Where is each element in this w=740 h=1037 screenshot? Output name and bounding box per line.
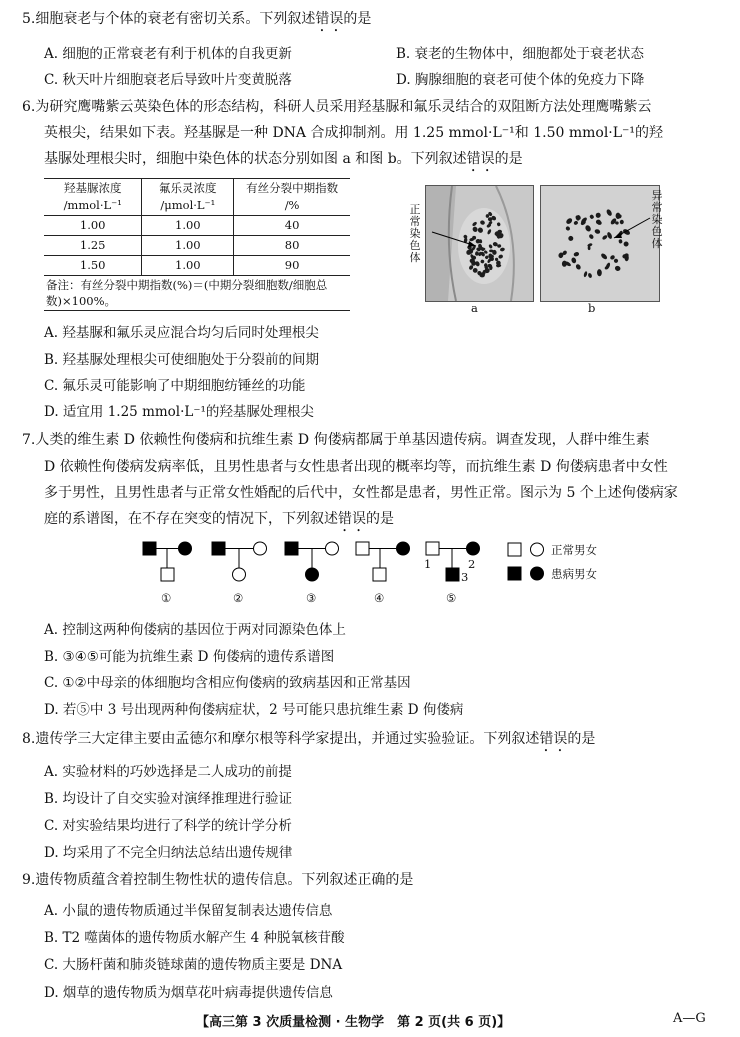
table-cell: 1.00 (142, 216, 234, 236)
table-cell: 80 (234, 236, 350, 256)
page-code: A—G (673, 1011, 706, 1026)
callout-abnormal-chromosome: 异常染色体 (651, 189, 663, 250)
table-row (44, 216, 350, 236)
pedigree-normal-female (254, 542, 267, 555)
pedigree-normal-male (161, 568, 174, 581)
table-cell: 1.50 (44, 256, 142, 276)
legend-normal-label: 正常男女 (551, 543, 597, 557)
q6-stem-line2: 英根尖，结果如下表。羟基脲是一种 DNA 合成抑制剂。用 1.25 mmol·L⁻¹和 1.50 mmol·L⁻¹的羟 (44, 125, 664, 141)
q7-option-a: A. 控制这两种佝偻病的基因位于两对同源染色体上 (44, 622, 346, 638)
table-cell: 1.00 (44, 216, 142, 236)
q8-option-a: A. 实验材料的巧妙选择是二人成功的前提 (44, 764, 292, 780)
table-cell: 1.00 (142, 256, 234, 276)
q5-option-c: C. 秋天叶片细胞衰老后导致叶片变黄脱落 (44, 72, 292, 88)
q5-option-b: B. 衰老的生物体中，细胞都处于衰老状态 (396, 46, 645, 62)
table-cell: 90 (234, 256, 350, 276)
legend-normal-female (531, 543, 544, 556)
q7-stem-line4: 庭的系谱图，在不存在突变的情况下，下列叙述错误的是 (44, 511, 394, 527)
pedigree-affected-male (143, 542, 156, 555)
table-row (44, 236, 350, 256)
q7-stem-line3: 多于男性，且男性患者与正常女性婚配的后代中，女性都是患者，男性正常。图示为 5 个上述佝偻病家 (44, 485, 678, 501)
table-cell: 40 (234, 216, 350, 236)
pedigree-affected-male (446, 568, 459, 581)
pedigree-affected-male (212, 542, 225, 555)
pedigree-affected-female (467, 542, 480, 555)
legend-affected-female (531, 567, 544, 580)
pedigree-affected-male (285, 542, 298, 555)
callout-arrow-a (432, 222, 512, 262)
table-header-row (44, 179, 350, 216)
pedigree-normal-female (326, 542, 339, 555)
pedigree-label-5: ⑤ (446, 591, 457, 605)
table-header-hydroxyurea: 羟基脲浓度 /mmol·L⁻¹ (44, 179, 142, 216)
figure-label-b: b (588, 301, 596, 315)
table-header-trifluralin: 氟乐灵浓度 /μmol·L⁻¹ (142, 179, 234, 216)
callout-arrow-b (600, 212, 660, 252)
legend-affected-label: 患病男女 (551, 567, 597, 581)
q5-option-a: A. 细胞的正常衰老有利于机体的自我更新 (44, 46, 292, 62)
pedigree-number-2: 2 (468, 557, 476, 571)
q8-option-d: D. 均采用了不完全归纳法总结出遗传规律 (44, 845, 293, 861)
q7-stem-line1: 7.人类的维生素 D 依赖性佝偻病和抗维生素 D 佝偻病都属于单基因遗传病。调查发现，人群中维生素 (22, 432, 650, 448)
q6-stem-line3: 基脲处理根尖时，细胞中染色体的状态分别如图 a 和图 b。下列叙述错误的是 (44, 151, 523, 167)
q7-option-d: D. 若⑤中 3 号出现两种佝偻病症状，2 号可能只患抗维生素 D 佝偻病 (44, 702, 464, 718)
table-note: 备注：有丝分裂中期指数(%)＝(中期分裂细胞数/细胞总数)×100%。 (44, 276, 350, 311)
pedigree-number-3: 3 (461, 570, 469, 584)
q7-stem-line2: D 依赖性佝偻病发病率低，且男性患者与女性患者出现的概率均等，而抗维生素 D 佝偻病患者中女性 (44, 459, 668, 475)
q6-data-table (44, 178, 350, 311)
pedigree-diagram (0, 532, 740, 612)
q7-option-b: B. ③④⑤可能为抗维生素 D 佝偻病的遗传系谱图 (44, 649, 335, 665)
legend-affected-male (508, 567, 521, 580)
q6-option-c: C. 氟乐灵可能影响了中期细胞纺锤丝的功能 (44, 378, 306, 394)
q6-stem-line1: 6.为研究鹰嘴紫云英染色体的形态结构，科研人员采用羟基脲和氟乐灵结合的双阻断方法处理鹰嘴紫云 (22, 99, 652, 115)
pedigree-normal-female (233, 568, 246, 581)
table-cell: 1.00 (142, 236, 234, 256)
callout-normal-chromosome: 正常染色体 (409, 203, 421, 264)
q9-stem: 9.遗传物质蕴含着控制生物性状的遗传信息。下列叙述正确的是 (22, 872, 414, 888)
table-note-row (44, 276, 350, 311)
q6-option-a: A. 羟基脲和氟乐灵应混合均匀后同时处理根尖 (44, 325, 319, 341)
pedigree-label-4: ④ (374, 591, 385, 605)
q6-option-b: B. 羟基脲处理根尖可使细胞处于分裂前的间期 (44, 352, 320, 368)
pedigree-number-1: 1 (424, 557, 432, 571)
q7-option-c: C. ①②中母亲的体细胞均含相应佝偻病的致病基因和正常基因 (44, 675, 411, 691)
legend-normal-male (508, 543, 521, 556)
page-footer: 【高三第 3 次质量检测 · 生物学 第 2 页(共 6 页)】 (196, 1015, 511, 1030)
pedigree-affected-female (306, 568, 319, 581)
table-row (44, 256, 350, 276)
q9-option-a: A. 小鼠的遗传物质通过半保留复制表达遗传信息 (44, 903, 333, 919)
pedigree-label-3: ③ (306, 591, 317, 605)
pedigree-normal-male (426, 542, 439, 555)
table-header-metaphase-index: 有丝分裂中期指数 /% (234, 179, 350, 216)
q9-option-c: C. 大肠杆菌和肺炎链球菌的遗传物质主要是 DNA (44, 957, 343, 973)
pedigree-affected-female (397, 542, 410, 555)
table-cell: 1.25 (44, 236, 142, 256)
q8-option-c: C. 对实验结果均进行了科学的统计学分析 (44, 818, 292, 834)
pedigree-normal-male (356, 542, 369, 555)
pedigree-affected-female (179, 542, 192, 555)
pedigree-label-1: ① (161, 591, 172, 605)
q6-option-d: D. 适宜用 1.25 mmol·L⁻¹的羟基脲处理根尖 (44, 404, 314, 420)
q8-stem: 8.遗传学三大定律主要由孟德尔和摩尔根等科学家提出，并通过实验验证。下列叙述错误的是 (22, 731, 596, 747)
chromosome-speck (486, 214, 489, 218)
figure-label-a: a (471, 301, 478, 315)
q5-option-d: D. 胸腺细胞的衰老可使个体的免疫力下降 (396, 72, 645, 88)
pedigree-label-2: ② (233, 591, 244, 605)
q5-stem: 5.细胞衰老与个体的衰老有密切关系。下列叙述错误的是 (22, 11, 372, 27)
pedigree-normal-male (373, 568, 386, 581)
chromosome-speck (614, 259, 618, 263)
q8-option-b: B. 均设计了自交实验对演绎推理进行验证 (44, 791, 293, 807)
q9-option-d: D. 烟草的遗传物质为烟草花叶病毒提供遗传信息 (44, 985, 333, 1001)
q9-option-b: B. T2 噬菌体的遗传物质水解产生 4 种脱氧核苷酸 (44, 930, 345, 946)
